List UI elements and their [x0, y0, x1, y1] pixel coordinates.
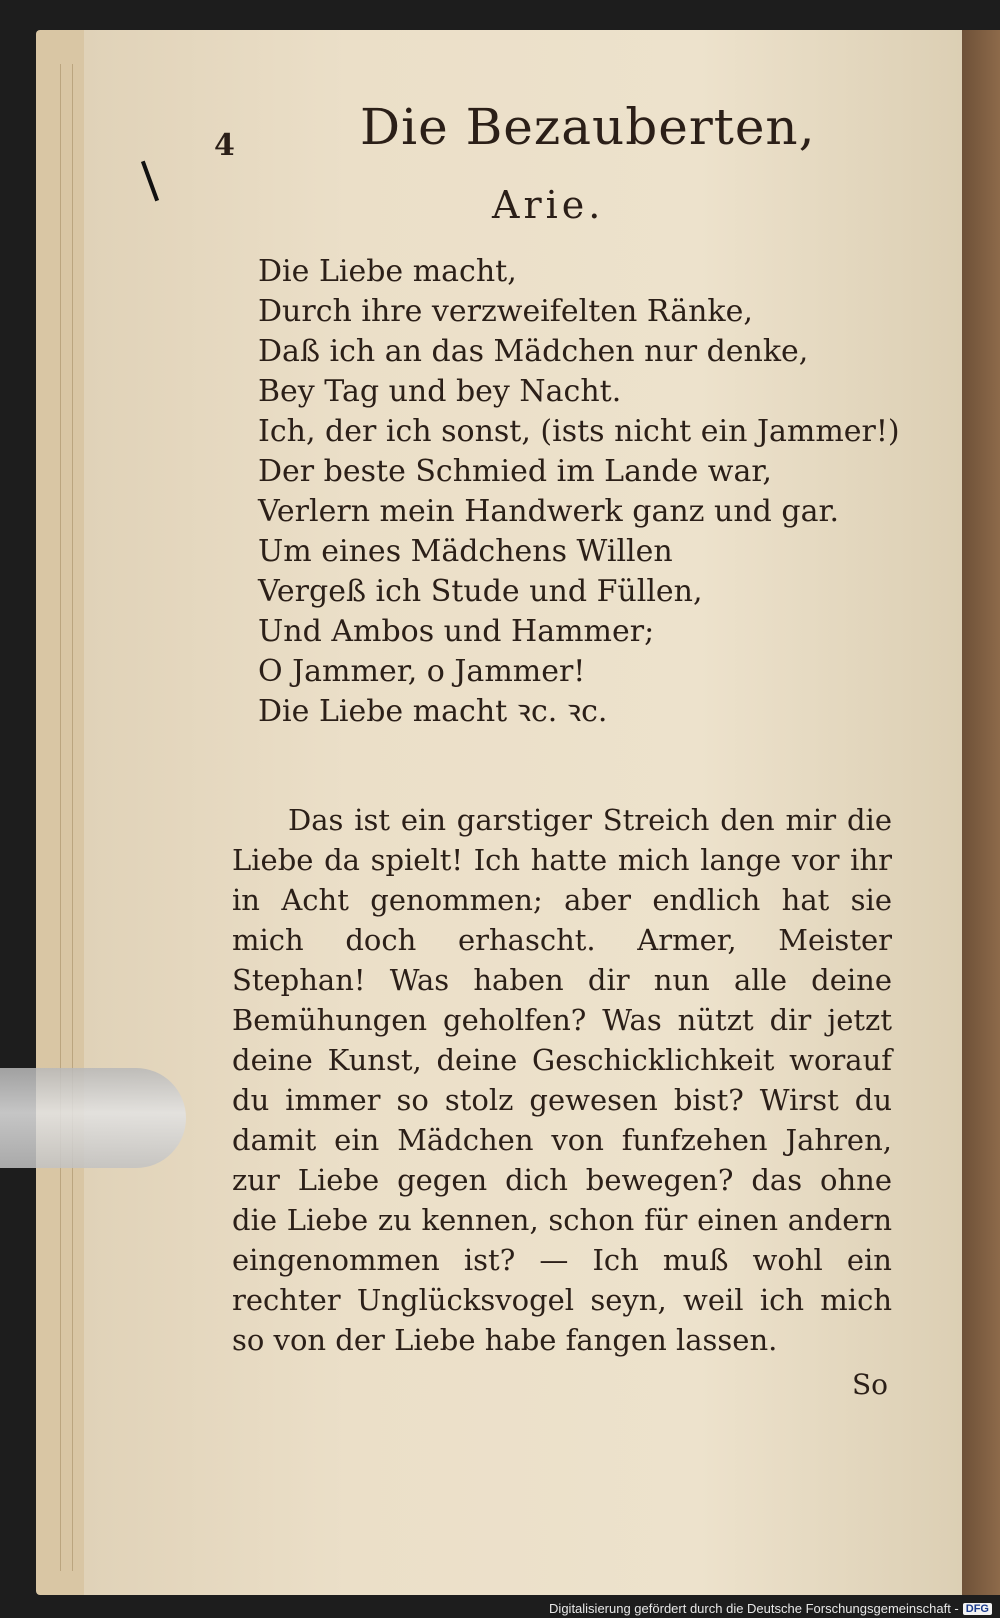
verse-line: Ich, der ich sonst, (ists nicht ein Jammer!)	[258, 414, 900, 449]
verse-line: Daß ich an das Mädchen nur denke,	[258, 334, 809, 369]
page-edge	[50, 64, 61, 1571]
verse-line: Um eines Mädchens Willen	[258, 534, 673, 569]
page-number: 4	[214, 128, 235, 163]
verse-line: Die Liebe macht ꝛc. ꝛc.	[258, 694, 608, 729]
catchword: So	[852, 1368, 889, 1401]
footer-credit-text: Digitalisierung gefördert durch die Deutsche Forschungsgemeinschaft -	[549, 1601, 959, 1616]
prose-paragraph: Das ist ein garstiger Streich den mir die Liebe da spielt! Ich hatte mich lange vor ihr in Acht genommen; aber endlich hat sie mich doch erhascht. Armer, Meister Stephan! Was haben dir nun alle deine Bemühungen geholfen? Was nützt dir jetzt deine Kunst, deine Geschicklichkeit worauf du immer so stolz gewesen bist? Wirst du damit ein Mädchen von funfzehen Jahren, zur Liebe gegen dich bewegen? das ohne die Liebe zu kennen, schon für einen andern eingenommen ist? — Ich muß wohl ein rechter Unglücksvogel seyn, weil ich mich so von der Liebe habe fangen lassen.	[232, 803, 892, 1357]
aria-heading: Arie.	[492, 183, 605, 227]
dfg-logo: DFG	[963, 1603, 992, 1615]
verse-block	[258, 252, 898, 732]
verse-line: O Jammer, o Jammer!	[258, 654, 586, 689]
verse-line: Die Liebe macht,	[258, 254, 517, 289]
page-holder-strip	[0, 1068, 186, 1168]
verse-line: Bey Tag und bey Nacht.	[258, 374, 622, 409]
verse-line: Verlern mein Handwerk ganz und gar.	[258, 494, 840, 529]
verse-line: Durch ihre verzweifelten Ränke,	[258, 294, 753, 329]
verse-line: Und Ambos und Hammer;	[258, 614, 655, 649]
page-edge	[62, 64, 73, 1571]
facing-page-edge	[962, 30, 1000, 1595]
verse-line: Vergeß ich Stude und Füllen,	[258, 574, 703, 609]
running-title: Die Bezauberten,	[360, 98, 816, 156]
verse-line: Der beste Schmied im Lande war,	[258, 454, 772, 489]
footer-credit	[549, 1601, 992, 1616]
